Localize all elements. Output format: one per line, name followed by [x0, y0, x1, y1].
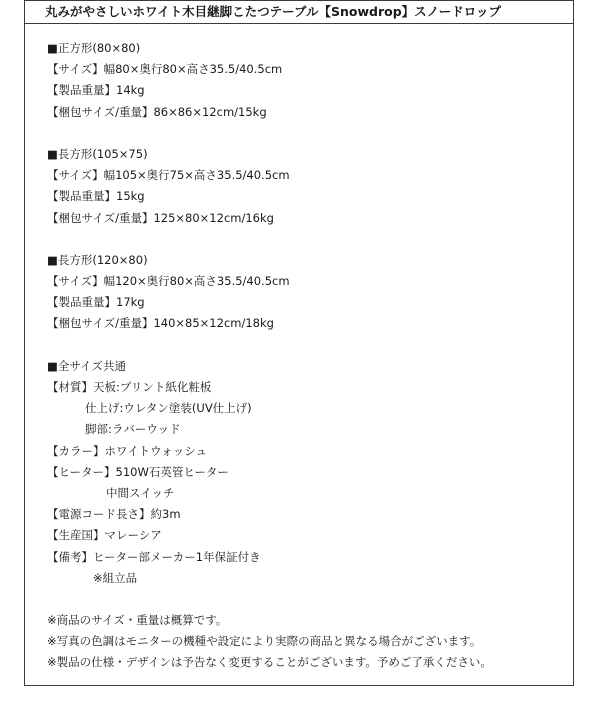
remarks-spec: 【備考】ヒーター部メーカー1年保証付き	[47, 549, 261, 564]
spacer	[47, 229, 563, 250]
color-spec: 【カラー】ホワイトウォッシュ	[47, 443, 207, 458]
spacer	[47, 335, 563, 356]
size-spec: 【サイズ】幅120×奥行80×高さ35.5/40.5cm	[47, 274, 290, 289]
cord-spec: 【電源コード長さ】約3m	[47, 507, 181, 522]
heater-spec: 【ヒーター】510W石英管ヒーター	[47, 464, 229, 479]
note-line: ※写真の色調はモニターの機種や設定により実際の商品と異なる場合がございます。	[47, 634, 482, 649]
section-heading: ■正方形(80×80)	[47, 41, 141, 55]
package-spec: 【梱包サイズ/重量】140×85×12cm/18kg	[47, 316, 274, 331]
weight-spec: 【製品重量】14kg	[47, 83, 145, 98]
note-line: ※商品のサイズ・重量は概算です。	[47, 613, 228, 628]
spec-box	[24, 0, 574, 686]
switch-spec: 中間スイッチ	[106, 485, 175, 500]
assembly-note: ※組立品	[93, 570, 138, 585]
size-spec: 【サイズ】幅105×奥行75×高さ35.5/40.5cm	[47, 168, 290, 183]
package-spec: 【梱包サイズ/重量】125×80×12cm/16kg	[47, 210, 274, 225]
common-heading: ■全サイズ共通	[47, 358, 126, 373]
spacer	[47, 123, 563, 144]
package-spec: 【梱包サイズ/重量】86×86×12cm/15kg	[47, 104, 267, 119]
weight-spec: 【製品重量】17kg	[47, 295, 145, 310]
size-spec: 【サイズ】幅80×奥行80×高さ35.5/40.5cm	[47, 62, 283, 77]
material-spec: 【材質】天板:プリント紙化粧板	[47, 380, 212, 394]
weight-spec: 【製品重量】15kg	[47, 189, 145, 204]
finish-spec: 仕上げ:ウレタン塗装(UV仕上げ)	[85, 401, 252, 416]
note-line: ※製品の仕様・デザインは予告なく変更することがございます。予めご了承ください。	[47, 655, 492, 670]
origin-spec: 【生産国】マレーシア	[47, 528, 162, 543]
product-title: 丸みがやさしいホワイト木目継脚こたつテーブル【Snowdrop】スノードロップ	[25, 0, 573, 24]
section-heading: ■長方形(120×80)	[47, 252, 148, 267]
section-heading: ■長方形(105×75)	[47, 146, 148, 161]
spacer	[47, 589, 563, 610]
spec-content	[47, 38, 563, 674]
legs-spec: 脚部:ラバーウッド	[85, 422, 181, 437]
